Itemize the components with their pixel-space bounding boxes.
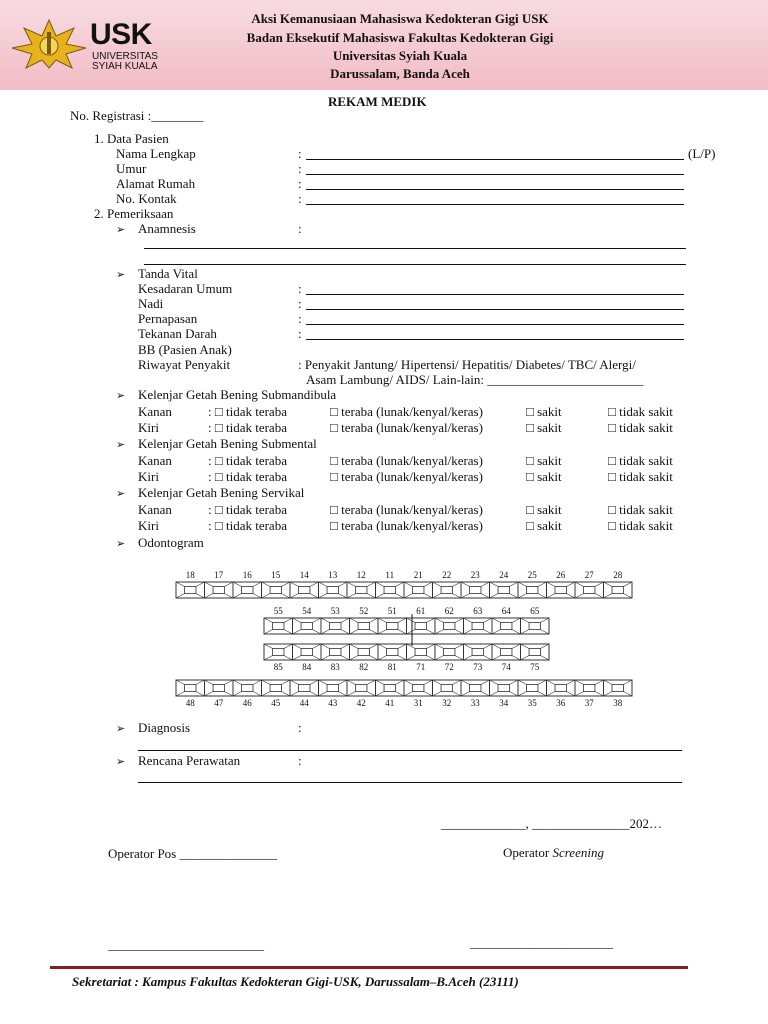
- tooth-number: 85: [273, 662, 283, 672]
- tooth-number: 21: [413, 570, 423, 580]
- operator-screening-italic: Screening: [552, 845, 604, 860]
- tooth-number: 27: [584, 570, 594, 580]
- tooth-number: 35: [527, 698, 537, 708]
- colon: :: [298, 296, 302, 311]
- tooth-28[interactable]: [604, 582, 633, 598]
- label-rencana: Rencana Perawatan: [138, 753, 241, 768]
- tooth-31[interactable]: [404, 680, 433, 696]
- tooth-number: 41: [385, 698, 395, 708]
- tooth-25[interactable]: [518, 582, 547, 598]
- checkbox-sakit[interactable]: □ sakit: [526, 518, 562, 533]
- checkbox-teraba[interactable]: □ teraba (lunak/kenyal/keras): [330, 469, 483, 484]
- tooth-number: 12: [356, 570, 366, 580]
- header-line-1: Aksi Kemanusiaan Mahasiswa Kedokteran Gigi USK: [251, 11, 549, 26]
- tooth-82[interactable]: [350, 644, 379, 660]
- nadi-field[interactable]: [306, 309, 684, 310]
- section-data-pasien: 1. Data Pasien: [94, 131, 169, 146]
- colon: :: [298, 281, 302, 296]
- label-tekanan: Tekanan Darah: [138, 326, 217, 341]
- tooth-number: 53: [330, 606, 340, 616]
- header-line-2: Badan Eksekutif Mahasiswa Fakultas Kedokteran Gigi: [246, 30, 554, 45]
- arrow-bullet-icon: ➢: [116, 269, 126, 281]
- usk-logo-icon: [10, 18, 88, 70]
- arrow-bullet-icon: ➢: [116, 538, 126, 550]
- footer-divider: [50, 966, 688, 969]
- tooth-number: 47: [214, 698, 224, 708]
- checkbox-tidak-teraba[interactable]: : □ tidak teraba: [208, 453, 287, 468]
- checkbox-tidak-sakit[interactable]: □ tidak sakit: [608, 420, 673, 435]
- tooth-36[interactable]: [547, 680, 576, 696]
- pernapasan-field[interactable]: [306, 324, 684, 325]
- tooth-61[interactable]: [407, 618, 436, 634]
- header-line-3: Universitas Syiah Kuala: [332, 48, 468, 63]
- tooth-number: 82: [359, 662, 369, 672]
- checkbox-tidak-teraba[interactable]: : □ tidak teraba: [208, 469, 287, 484]
- tooth-number: 38: [613, 698, 623, 708]
- registrasi-field[interactable]: No. Registrasi :________: [70, 108, 204, 123]
- arrow-bullet-icon: ➢: [116, 723, 126, 735]
- label-kanan: Kanan: [138, 502, 172, 517]
- tooth-45[interactable]: [262, 680, 291, 696]
- tooth-number: 22: [442, 570, 452, 580]
- date-line[interactable]: _____________, _______________202…: [441, 816, 662, 831]
- operator-pos[interactable]: Operator Pos _______________: [108, 846, 277, 861]
- tooth-32[interactable]: [433, 680, 462, 696]
- tooth-number: 44: [299, 698, 309, 708]
- label-anamnesis: Anamnesis: [138, 221, 196, 236]
- tooth-number: 55: [273, 606, 283, 616]
- tooth-21[interactable]: [404, 582, 433, 598]
- label-kanan: Kanan: [138, 453, 172, 468]
- label-tanda-vital: Tanda Vital: [138, 266, 198, 281]
- label-nadi: Nadi: [138, 296, 164, 311]
- arrow-bullet-icon: ➢: [116, 224, 126, 236]
- tooth-number: 48: [185, 698, 195, 708]
- heading-submandibula: Kelenjar Getah Bening Submandibula: [138, 387, 337, 402]
- logo-sub-line1: UNIVERSITAS: [92, 51, 158, 62]
- tooth-number: 61: [416, 606, 426, 616]
- tooth-64[interactable]: [492, 618, 521, 634]
- signature-line-left[interactable]: ________________________: [108, 937, 264, 952]
- umur-field[interactable]: [306, 174, 684, 175]
- tooth-number: 43: [328, 698, 338, 708]
- nama-field[interactable]: [306, 159, 684, 160]
- tooth-number: 73: [473, 662, 483, 672]
- tooth-number: 84: [302, 662, 312, 672]
- tooth-23[interactable]: [461, 582, 490, 598]
- arrow-bullet-icon: ➢: [116, 488, 126, 500]
- diagnosis-line[interactable]: [138, 750, 682, 751]
- tooth-number: 26: [556, 570, 566, 580]
- checkbox-sakit[interactable]: □ sakit: [526, 420, 562, 435]
- tooth-number: 11: [385, 570, 395, 580]
- tooth-number: 74: [501, 662, 511, 672]
- label-kesadaran: Kesadaran Umum: [138, 281, 233, 296]
- tooth-83[interactable]: [321, 644, 350, 660]
- tooth-41[interactable]: [376, 680, 405, 696]
- riwayat-options-1[interactable]: : Penyakit Jantung/ Hipertensi/ Hepatitis/ Diabetes/ TBC/ Alergi/: [298, 357, 636, 372]
- tooth-35[interactable]: [518, 680, 547, 696]
- tooth-37[interactable]: [575, 680, 604, 696]
- tooth-65[interactable]: [521, 618, 550, 634]
- checkbox-tidak-teraba[interactable]: : □ tidak teraba: [208, 518, 287, 533]
- tooth-73[interactable]: [464, 644, 493, 660]
- label-pernapasan: Pernapasan: [138, 311, 198, 326]
- label-odontogram: Odontogram: [138, 535, 204, 550]
- arrow-bullet-icon: ➢: [116, 756, 126, 768]
- label-nama: Nama Lengkap: [116, 146, 196, 161]
- tooth-71[interactable]: [407, 644, 436, 660]
- tooth-47[interactable]: [205, 680, 234, 696]
- tooth-46[interactable]: [233, 680, 262, 696]
- checkbox-teraba[interactable]: □ teraba (lunak/kenyal/keras): [330, 453, 483, 468]
- tooth-52[interactable]: [350, 618, 379, 634]
- footer-address: Sekretariat : Kampus Fakultas Kedokteran Gigi-USK, Darussalam–B.Aceh (23111): [72, 974, 519, 989]
- label-bb: BB (Pasien Anak): [138, 342, 232, 357]
- tooth-number: 64: [501, 606, 511, 616]
- colon: :: [298, 146, 302, 161]
- tooth-number: 65: [530, 606, 540, 616]
- tooth-number: 42: [356, 698, 366, 708]
- label-umur: Umur: [116, 161, 147, 176]
- label-kiri: Kiri: [138, 420, 159, 435]
- tooth-18[interactable]: [176, 582, 205, 598]
- tooth-number: 34: [499, 698, 509, 708]
- tooth-number: 14: [299, 570, 309, 580]
- colon: :: [298, 176, 302, 191]
- logo-subtitle: [92, 52, 158, 72]
- tooth-72[interactable]: [435, 644, 464, 660]
- tooth-75[interactable]: [521, 644, 550, 660]
- colon: :: [298, 720, 302, 735]
- tooth-number: 63: [473, 606, 483, 616]
- checkbox-sakit[interactable]: □ sakit: [526, 453, 562, 468]
- checkbox-sakit[interactable]: □ sakit: [526, 469, 562, 484]
- tooth-number: 33: [470, 698, 480, 708]
- checkbox-sakit[interactable]: □ sakit: [526, 404, 562, 419]
- tooth-33[interactable]: [461, 680, 490, 696]
- label-kiri: Kiri: [138, 469, 159, 484]
- operator-screening: [503, 845, 604, 861]
- anamnesis-line-1[interactable]: [144, 248, 686, 249]
- tooth-43[interactable]: [319, 680, 348, 696]
- tooth-53[interactable]: [321, 618, 350, 634]
- tooth-number: 16: [242, 570, 252, 580]
- tooth-27[interactable]: [575, 582, 604, 598]
- kesadaran-field[interactable]: [306, 294, 684, 295]
- tooth-51[interactable]: [378, 618, 407, 634]
- tooth-63[interactable]: [464, 618, 493, 634]
- tooth-number: 15: [271, 570, 281, 580]
- checkbox-teraba[interactable]: □ teraba (lunak/kenyal/keras): [330, 420, 483, 435]
- label-kiri: Kiri: [138, 518, 159, 533]
- tooth-number: 81: [387, 662, 397, 672]
- checkbox-teraba[interactable]: □ teraba (lunak/kenyal/keras): [330, 502, 483, 517]
- colon: :: [298, 311, 302, 326]
- tooth-15[interactable]: [262, 582, 291, 598]
- tooth-81[interactable]: [378, 644, 407, 660]
- anamnesis-line-2[interactable]: [144, 264, 686, 265]
- tekanan-field[interactable]: [306, 339, 684, 340]
- label-kontak: No. Kontak: [116, 191, 177, 206]
- signature-line-right[interactable]: ______________________: [470, 935, 613, 950]
- tooth-85[interactable]: [264, 644, 293, 660]
- label-gender: (L/P): [688, 146, 716, 161]
- riwayat-options-2[interactable]: Asam Lambung/ AIDS/ Lain-lain: ________________________: [306, 372, 644, 387]
- tooth-26[interactable]: [547, 582, 576, 598]
- checkbox-tidak-sakit[interactable]: □ tidak sakit: [608, 469, 673, 484]
- odontogram-chart[interactable]: [170, 566, 650, 710]
- alamat-field[interactable]: [306, 189, 684, 190]
- tooth-number: 28: [613, 570, 623, 580]
- tooth-number: 62: [444, 606, 454, 616]
- tooth-62[interactable]: [435, 618, 464, 634]
- tooth-number: 52: [359, 606, 369, 616]
- checkbox-teraba[interactable]: □ teraba (lunak/kenyal/keras): [330, 518, 483, 533]
- tooth-number: 23: [470, 570, 480, 580]
- checkbox-tidak-sakit[interactable]: □ tidak sakit: [608, 502, 673, 517]
- tooth-number: 54: [302, 606, 312, 616]
- checkbox-tidak-sakit[interactable]: □ tidak sakit: [608, 404, 673, 419]
- tooth-number: 13: [328, 570, 338, 580]
- tooth-11[interactable]: [376, 582, 405, 598]
- tooth-number: 45: [271, 698, 281, 708]
- tooth-number: 25: [527, 570, 537, 580]
- checkbox-tidak-teraba[interactable]: : □ tidak teraba: [208, 502, 287, 517]
- colon: :: [298, 191, 302, 206]
- tooth-number: 46: [242, 698, 252, 708]
- tooth-44[interactable]: [290, 680, 319, 696]
- colon: :: [298, 753, 302, 768]
- tooth-13[interactable]: [319, 582, 348, 598]
- heading-submental: Kelenjar Getah Bening Submental: [138, 436, 317, 451]
- tooth-84[interactable]: [293, 644, 322, 660]
- label-kanan: Kanan: [138, 404, 172, 419]
- tooth-number: 71: [416, 662, 426, 672]
- tooth-number: 18: [185, 570, 195, 580]
- tooth-number: 24: [499, 570, 509, 580]
- tooth-55[interactable]: [264, 618, 293, 634]
- checkbox-tidak-sakit[interactable]: □ tidak sakit: [608, 453, 673, 468]
- tooth-38[interactable]: [604, 680, 633, 696]
- tooth-42[interactable]: [347, 680, 376, 696]
- label-alamat: Alamat Rumah: [116, 176, 196, 191]
- tooth-16[interactable]: [233, 582, 262, 598]
- tooth-number: 36: [556, 698, 566, 708]
- tooth-54[interactable]: [293, 618, 322, 634]
- colon: :: [298, 326, 302, 341]
- tooth-number: 37: [584, 698, 594, 708]
- rencana-line[interactable]: [138, 782, 682, 783]
- tooth-number: 17: [214, 570, 224, 580]
- section-pemeriksaan: 2. Pemeriksaan: [94, 206, 174, 221]
- logo-sub-line2: SYIAH KUALA: [92, 61, 158, 72]
- checkbox-tidak-teraba[interactable]: : □ tidak teraba: [208, 404, 287, 419]
- tooth-number: 83: [330, 662, 340, 672]
- label-riwayat: Riwayat Penyakit: [138, 357, 231, 372]
- tooth-number: 72: [444, 662, 454, 672]
- header-line-4: Darussalam, Banda Aceh: [330, 66, 470, 81]
- checkbox-tidak-teraba[interactable]: : □ tidak teraba: [208, 420, 287, 435]
- operator-screening-prefix: Operator: [503, 845, 553, 860]
- page-title: REKAM MEDIK: [328, 94, 427, 109]
- colon: :: [298, 221, 302, 236]
- tooth-48[interactable]: [176, 680, 205, 696]
- tooth-74[interactable]: [492, 644, 521, 660]
- checkbox-sakit[interactable]: □ sakit: [526, 502, 562, 517]
- tooth-14[interactable]: [290, 582, 319, 598]
- label-diagnosis: Diagnosis: [138, 720, 190, 735]
- colon: :: [298, 161, 302, 176]
- tooth-24[interactable]: [490, 582, 519, 598]
- tooth-17[interactable]: [205, 582, 234, 598]
- checkbox-teraba[interactable]: □ teraba (lunak/kenyal/keras): [330, 404, 483, 419]
- tooth-22[interactable]: [433, 582, 462, 598]
- tooth-34[interactable]: [490, 680, 519, 696]
- tooth-number: 31: [413, 698, 423, 708]
- tooth-12[interactable]: [347, 582, 376, 598]
- tooth-number: 75: [530, 662, 540, 672]
- tooth-number: 51: [387, 606, 397, 616]
- logo-wordmark: USK: [90, 18, 152, 51]
- heading-servikal: Kelenjar Getah Bening Servikal: [138, 485, 305, 500]
- kontak-field[interactable]: [306, 204, 684, 205]
- checkbox-tidak-sakit[interactable]: □ tidak sakit: [608, 518, 673, 533]
- arrow-bullet-icon: ➢: [116, 439, 126, 451]
- arrow-bullet-icon: ➢: [116, 390, 126, 402]
- tooth-number: 32: [442, 698, 452, 708]
